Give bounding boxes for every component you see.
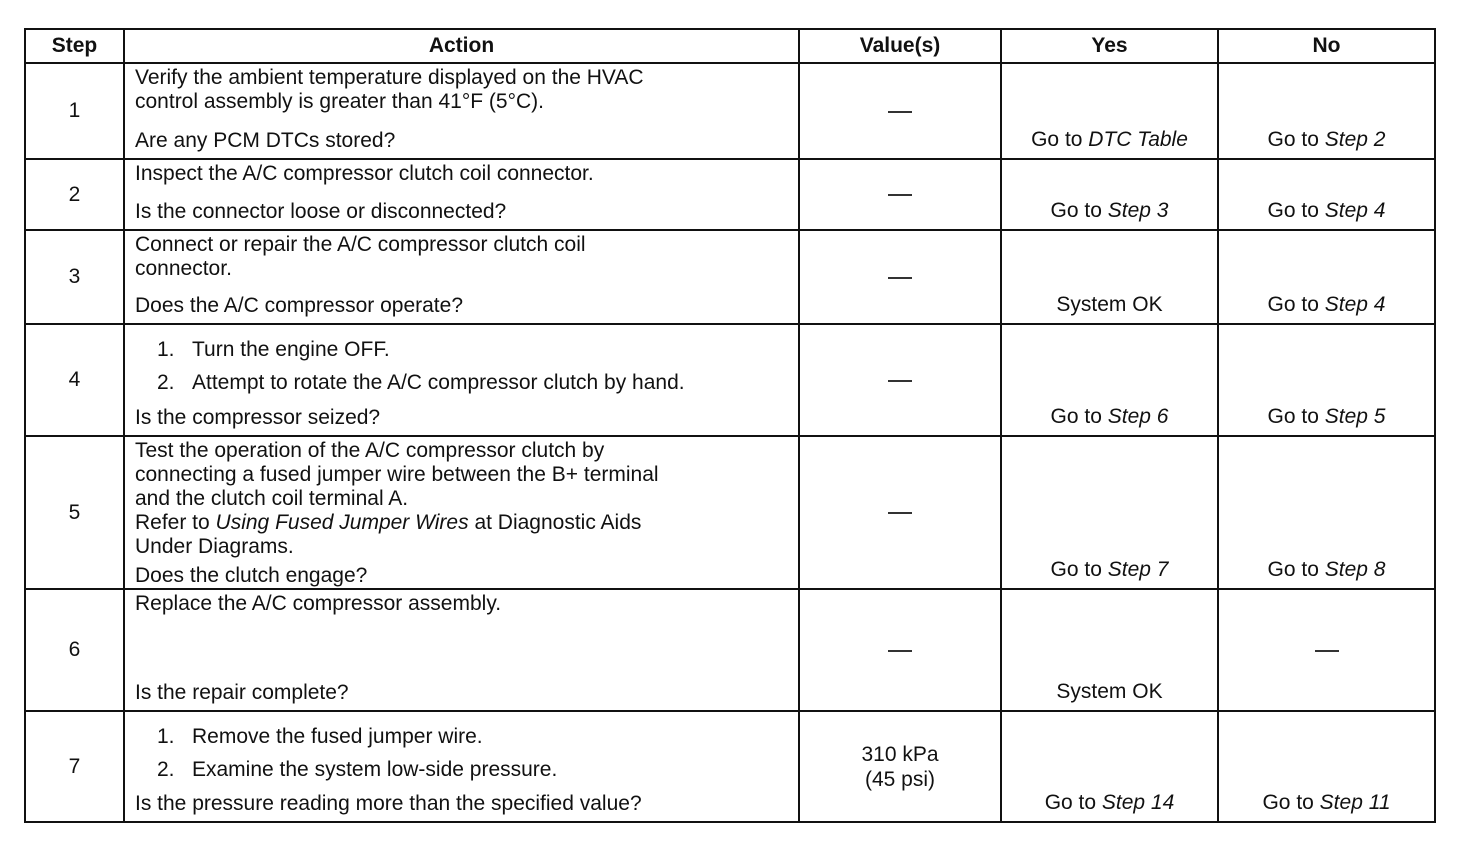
value-line-2: (45 psi) <box>864 767 936 791</box>
action-text: Connect or repair the A/C compressor clutch coil <box>135 233 586 256</box>
yes-link[interactable]: Step 14 <box>1101 791 1175 814</box>
diagnostic-table <box>24 28 1436 823</box>
dash-mark <box>888 277 912 279</box>
action-cell <box>124 230 799 324</box>
numbered-list <box>135 720 788 786</box>
question-text: Is the repair complete? <box>135 681 349 704</box>
question-text: Does the A/C compressor operate? <box>135 294 464 317</box>
no-cell <box>1218 230 1435 324</box>
yes-cell <box>1001 63 1218 159</box>
refer-line <box>135 511 788 535</box>
step-number: 5 <box>25 436 124 589</box>
value-cell <box>799 230 1001 324</box>
no-prefix: Go to <box>1262 791 1320 814</box>
question-text: Is the connector loose or disconnected? <box>135 200 507 223</box>
list-item <box>135 366 788 399</box>
table-row <box>25 159 1435 230</box>
list-text: Examine the system low-side pressure. <box>192 758 558 781</box>
dash-mark <box>888 380 912 382</box>
dash-mark <box>1315 650 1339 652</box>
refer-prefix: Refer to <box>135 511 216 534</box>
yes-cell <box>1001 711 1218 822</box>
step-number: 2 <box>25 159 124 230</box>
yes-cell <box>1001 230 1218 324</box>
action-text: and the clutch coil terminal A. <box>135 487 409 510</box>
no-link[interactable]: Step 4 <box>1324 293 1386 316</box>
value-cell <box>799 159 1001 230</box>
list-text: Remove the fused jumper wire. <box>192 725 483 748</box>
list-number: 2. <box>157 371 175 394</box>
table-row <box>25 711 1435 822</box>
no-cell <box>1218 63 1435 159</box>
yes-link[interactable]: DTC Table <box>1088 128 1188 151</box>
no-prefix: Go to <box>1267 199 1325 222</box>
table-row <box>25 436 1435 589</box>
step-number: 7 <box>25 711 124 822</box>
action-cell <box>124 711 799 822</box>
no-cell <box>1218 159 1435 230</box>
yes-link[interactable]: Step 3 <box>1107 199 1169 222</box>
header-step: Step <box>25 29 124 63</box>
yes-text: System OK <box>1056 293 1163 316</box>
header-yes: Yes <box>1001 29 1218 63</box>
no-prefix: Go to <box>1267 293 1325 316</box>
yes-cell <box>1001 159 1218 230</box>
list-text: Turn the engine OFF. <box>192 338 390 361</box>
action-text: connector. <box>135 257 232 280</box>
action-text: Replace the A/C compressor assembly. <box>135 592 502 615</box>
numbered-list <box>135 333 788 399</box>
dash-mark <box>888 111 912 113</box>
action-cell <box>124 63 799 159</box>
yes-cell <box>1001 436 1218 589</box>
table-row <box>25 589 1435 711</box>
list-number: 1. <box>157 338 175 361</box>
yes-prefix: Go to <box>1050 405 1108 428</box>
header-action: Action <box>124 29 799 63</box>
list-number: 1. <box>157 725 175 748</box>
list-item <box>135 333 788 366</box>
yes-cell <box>1001 589 1218 711</box>
table-row <box>25 63 1435 159</box>
value-cell <box>799 711 1001 822</box>
action-text: control assembly is greater than 41°F (5°C). <box>135 90 544 113</box>
yes-text: System OK <box>1056 680 1163 703</box>
no-link[interactable]: Step 8 <box>1324 558 1386 581</box>
no-prefix: Go to <box>1267 405 1325 428</box>
step-number: 3 <box>25 230 124 324</box>
action-cell <box>124 159 799 230</box>
dash-mark <box>888 512 912 514</box>
list-number: 2. <box>157 758 175 781</box>
value-cell <box>799 589 1001 711</box>
list-item <box>135 720 788 753</box>
list-text: Attempt to rotate the A/C compressor clutch by hand. <box>192 371 685 394</box>
value-line-1: 310 kPa <box>861 742 939 766</box>
no-link[interactable]: Step 11 <box>1319 791 1391 814</box>
no-cell <box>1218 711 1435 822</box>
no-prefix: Go to <box>1267 128 1325 151</box>
no-link[interactable]: Step 2 <box>1324 128 1386 151</box>
no-link[interactable]: Step 5 <box>1324 405 1386 428</box>
header-row <box>25 29 1435 63</box>
no-prefix: Go to <box>1267 558 1325 581</box>
value-cell <box>799 324 1001 436</box>
action-cell <box>124 589 799 711</box>
yes-prefix: Go to <box>1044 791 1102 814</box>
no-link[interactable]: Step 4 <box>1324 199 1386 222</box>
header-no: No <box>1218 29 1435 63</box>
table-row <box>25 230 1435 324</box>
action-cell <box>124 436 799 589</box>
action-text: Test the operation of the A/C compressor clutch by <box>135 439 605 462</box>
action-text: Inspect the A/C compressor clutch coil connector. <box>135 162 594 185</box>
yes-link[interactable]: Step 6 <box>1107 405 1169 428</box>
no-cell <box>1218 589 1435 711</box>
refer-suffix: at Diagnostic Aids <box>468 511 642 534</box>
refer-line-2: Under Diagrams. <box>135 535 294 558</box>
yes-cell <box>1001 324 1218 436</box>
dash-mark <box>888 650 912 652</box>
yes-prefix: Go to <box>1050 558 1108 581</box>
yes-prefix: Go to <box>1050 199 1108 222</box>
action-text: Verify the ambient temperature displayed on the HVAC <box>135 66 644 89</box>
fused-jumper-link[interactable]: Using Fused Jumper Wires <box>215 511 469 534</box>
header-values: Value(s) <box>799 29 1001 63</box>
value-cell <box>799 436 1001 589</box>
dash-mark <box>888 194 912 196</box>
no-cell <box>1218 324 1435 436</box>
question-text: Is the pressure reading more than the specified value? <box>135 792 642 815</box>
value-cell <box>799 63 1001 159</box>
question-text: Are any PCM DTCs stored? <box>135 129 396 152</box>
yes-link[interactable]: Step 7 <box>1107 558 1169 581</box>
yes-prefix: Go to <box>1031 128 1089 151</box>
list-item <box>135 753 788 786</box>
no-cell <box>1218 436 1435 589</box>
step-number: 1 <box>25 63 124 159</box>
step-number: 4 <box>25 324 124 436</box>
question-text: Is the compressor seized? <box>135 406 381 429</box>
action-text: connecting a fused jumper wire between the B+ terminal <box>135 463 659 486</box>
step-number: 6 <box>25 589 124 711</box>
action-cell <box>124 324 799 436</box>
table-row <box>25 324 1435 436</box>
question-text: Does the clutch engage? <box>135 564 368 587</box>
